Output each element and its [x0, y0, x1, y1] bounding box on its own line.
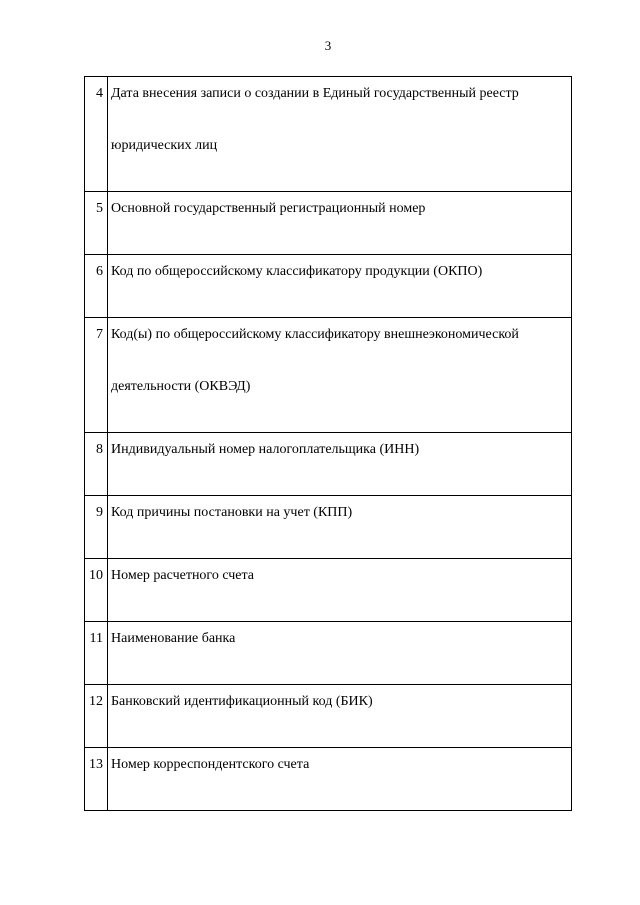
requisites-table: [84, 76, 572, 811]
row-label-line: Банковский идентификационный код (БИК): [111, 694, 373, 709]
row-label: [108, 496, 572, 559]
row-number: 8: [85, 433, 108, 496]
row-label-line: Наименование банка: [111, 631, 236, 646]
row-number: 9: [85, 496, 108, 559]
row-label-line: Индивидуальный номер налогоплательщика (ИНН): [111, 442, 420, 457]
table-row: [85, 559, 572, 622]
table-row: [85, 433, 572, 496]
row-number: 12: [85, 685, 108, 748]
row-label-line: Основной государственный регистрационный номер: [111, 201, 426, 216]
page-number: 3: [324, 38, 332, 53]
row-number: 6: [85, 255, 108, 318]
table-row: [85, 192, 572, 255]
table-row: [85, 77, 572, 192]
row-number: 11: [85, 622, 108, 685]
row-label: [108, 255, 572, 318]
table-row: [85, 748, 572, 811]
row-label-line: юридических лиц: [111, 138, 218, 153]
row-number: 5: [85, 192, 108, 255]
row-number: 4: [85, 77, 108, 192]
row-label: [108, 748, 572, 811]
row-label: [108, 433, 572, 496]
table-row: [85, 685, 572, 748]
row-label: [108, 685, 572, 748]
table-row: [85, 622, 572, 685]
row-label-line: Дата внесения записи о создании в Единый государственный реестр: [111, 86, 519, 101]
row-label: [108, 622, 572, 685]
row-label: [108, 318, 572, 433]
row-label-line: Номер расчетного счета: [111, 568, 255, 583]
row-label-line: Код по общероссийскому классификатору продукции (ОКПО): [111, 264, 483, 279]
row-label-line: Код(ы) по общероссийскому классификатору внешнеэкономической: [111, 327, 519, 342]
row-label-line: Код причины постановки на учет (КПП): [111, 505, 353, 520]
row-label-line: Номер корреспондентского счета: [111, 757, 310, 772]
table-row: [85, 496, 572, 559]
row-number: 13: [85, 748, 108, 811]
table-row: [85, 318, 572, 433]
row-number: 10: [85, 559, 108, 622]
row-number: 7: [85, 318, 108, 433]
row-label: [108, 559, 572, 622]
row-label: [108, 77, 572, 192]
table-row: [85, 255, 572, 318]
row-label-line: деятельности (ОКВЭД): [111, 379, 251, 394]
row-label: [108, 192, 572, 255]
